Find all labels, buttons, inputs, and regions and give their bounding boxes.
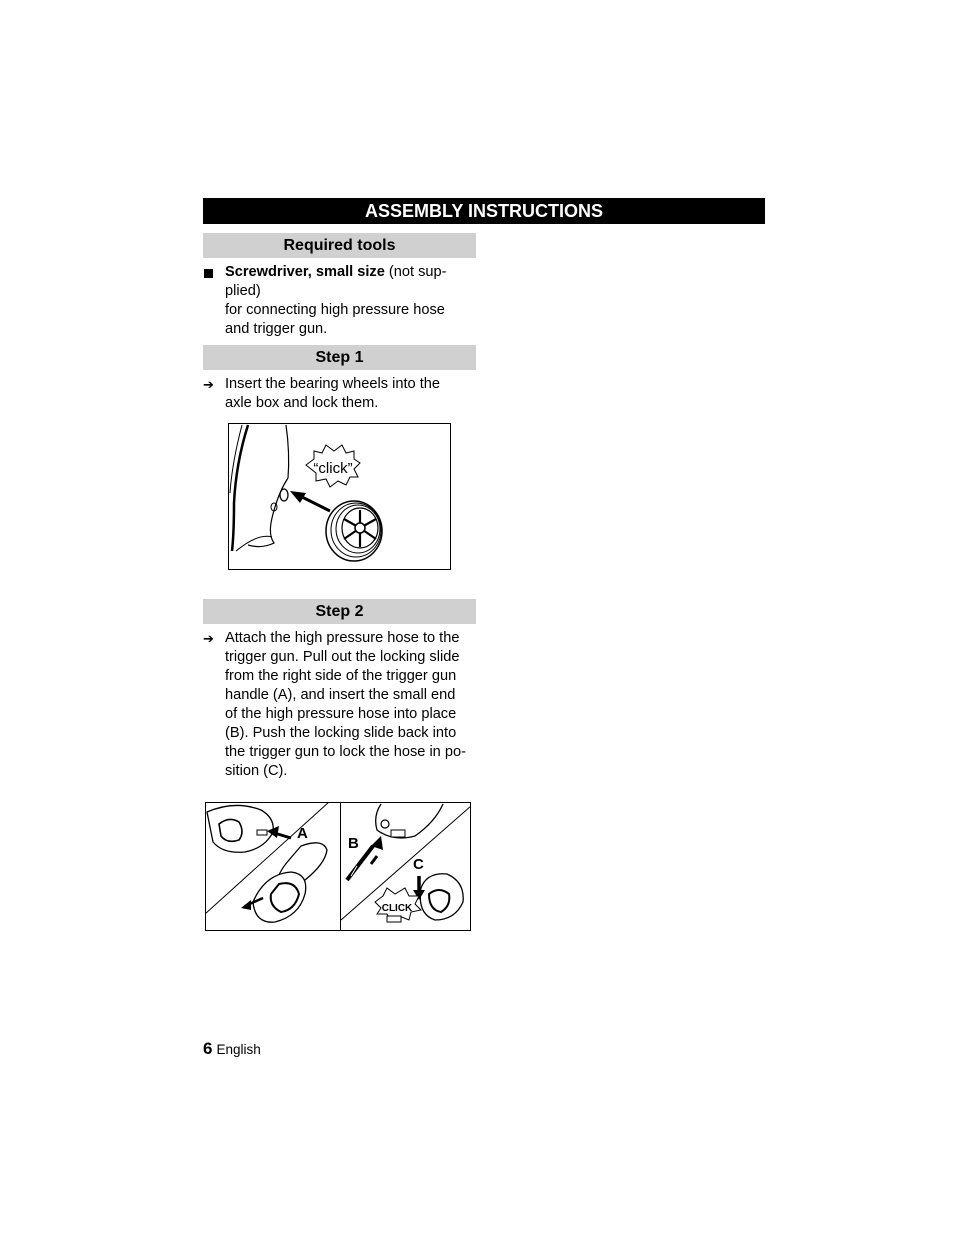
tool-purpose-1: for connecting high pressure hose	[225, 302, 445, 318]
square-bullet-icon	[204, 269, 213, 278]
click-callout: “click”	[313, 460, 353, 477]
step2-line-1: Attach the high pressure hose to the	[225, 630, 460, 646]
step2-line-8: sition (C).	[225, 763, 288, 779]
step2-heading: Step 2	[203, 599, 476, 624]
hose-assembly-figure	[205, 802, 471, 932]
required-tools-text	[203, 263, 478, 339]
slide-locked	[387, 916, 401, 922]
required-tools-heading: Required tools	[203, 233, 476, 258]
arrow-right-icon: ➔	[203, 377, 214, 392]
wheel-assembly-figure	[228, 423, 451, 570]
step1-line-2: axle box and lock them.	[225, 395, 379, 411]
locking-slide	[257, 830, 267, 835]
label-a: A	[297, 825, 308, 842]
label-b: B	[348, 835, 359, 852]
step2-line-4: handle (A), and insert the small end	[225, 687, 456, 703]
arrow-right-icon: ➔	[203, 631, 214, 646]
step1-item	[203, 375, 478, 413]
tool-note-cont: plied)	[225, 283, 261, 299]
click-label: CLICK	[381, 903, 413, 914]
tool-note: (not sup-	[384, 264, 447, 280]
step2-item	[203, 629, 478, 781]
step2-line-3: from the right side of the trigger gun	[225, 668, 457, 684]
label-c: C	[413, 856, 424, 873]
hose-socket	[391, 830, 405, 837]
step2-text	[203, 629, 478, 781]
step2-line-2: trigger gun. Pull out the locking slide	[225, 649, 460, 665]
tool-purpose-2: and trigger gun.	[225, 321, 328, 337]
page-number: 6	[203, 1039, 213, 1058]
gun-trigger-top	[219, 819, 242, 841]
step2-line-6: (B). Push the locking slide back into	[225, 725, 457, 741]
step1-heading: Step 1	[203, 345, 476, 370]
step2-line-5: of the high pressure hose into place	[225, 706, 457, 722]
section-banner: ASSEMBLY INSTRUCTIONS	[203, 198, 765, 224]
tool-item	[203, 263, 478, 339]
step2-line-7: the trigger gun to lock the hose in po-	[225, 744, 466, 760]
page-footer	[203, 1039, 261, 1060]
step1-line-1: Insert the bearing wheels into the	[225, 376, 440, 392]
tool-name: Screwdriver, small size	[225, 264, 385, 280]
footer-language: English	[216, 1042, 261, 1057]
wheel-hub	[355, 523, 365, 533]
step1-text	[203, 375, 478, 413]
